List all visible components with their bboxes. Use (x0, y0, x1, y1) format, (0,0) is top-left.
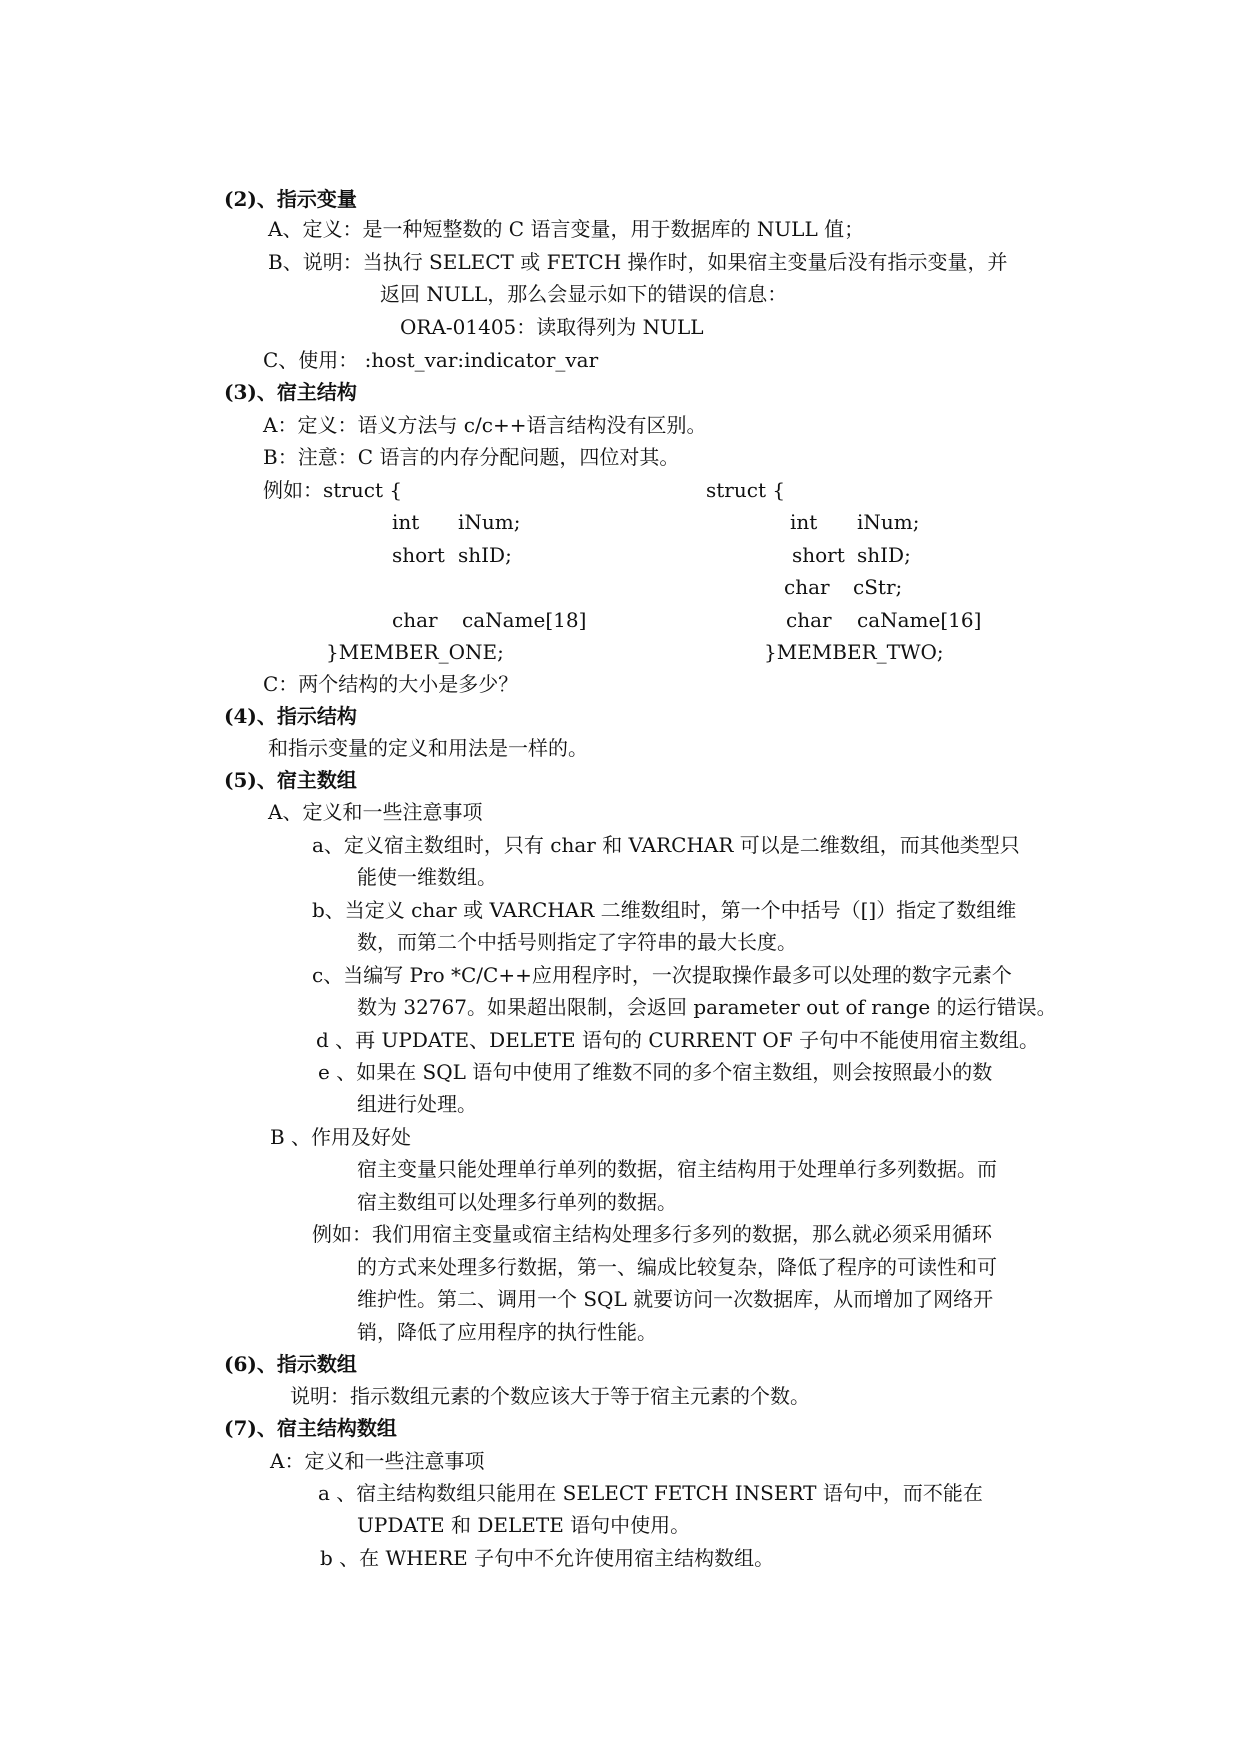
s3-left-field1-name: iNum; (458, 510, 521, 534)
s7-item-a-line1: a 、宿主结构数组只能用在 SELECT FETCH INSERT 语句中，而不能在 (318, 1481, 983, 1505)
s5-example-line3: 维护性。第二、调用一个 SQL 就要访问一次数据库，从而增加了网络开 (357, 1287, 994, 1311)
s3-right-field4-type: char (786, 608, 832, 632)
s5-item-a-line1: a、定义宿主数组时，只有 char 和 VARCHAR 可以是二维数组，而其他类型只 (312, 833, 1020, 857)
s2-error-message: ORA-01405：读取得列为 NULL (400, 315, 704, 339)
s5-purpose-line2: 宿主数组可以处理多行单列的数据。 (357, 1190, 677, 1214)
s5-b-title: B 、作用及好处 (270, 1125, 412, 1149)
s5-example-line4: 销，降低了应用程序的执行性能。 (357, 1320, 657, 1344)
s5-item-c-line2: 数为 32767。如果超出限制，会返回 parameter out of range 的运行错误。 (357, 995, 1057, 1019)
s3-left-field3-name: caName[18] (462, 608, 587, 632)
s3-right-field2-name: shID; (857, 543, 911, 567)
section-7-heading: (7)、宿主结构数组 (224, 1416, 397, 1440)
s2-explanation-line1: B、说明：当执行 SELECT 或 FETCH 操作时，如果宿主变量后没有指示变量，并 (268, 250, 1008, 274)
s3-left-field2-name: shID; (458, 543, 512, 567)
s2-definition: A、定义：是一种短整数的 C 语言变量，用于数据库的 NULL 值； (268, 217, 865, 241)
s3-question: C：两个结构的大小是多少？ (263, 672, 519, 696)
s3-left-struct-close: }MEMBER_ONE; (326, 640, 504, 664)
s3-right-field3-type: char (784, 575, 830, 599)
s3-right-field4-name: caName[16] (857, 608, 982, 632)
section-3-heading: (3)、宿主结构 (224, 380, 357, 404)
s3-right-field1-type: int (790, 510, 818, 534)
s3-right-field3-name: cStr; (853, 575, 903, 599)
s5-item-b-line2: 数，而第二个中括号则指定了字符串的最大长度。 (357, 930, 797, 954)
s2-usage: C、使用： :host_var:indicator_var (263, 348, 599, 372)
s7-a-title: A：定义和一些注意事项 (270, 1449, 485, 1473)
s5-item-d: d 、再 UPDATE、DELETE 语句的 CURRENT OF 子句中不能使用宿主数组。 (316, 1028, 1040, 1052)
s3-right-struct-close: }MEMBER_TWO; (764, 640, 944, 664)
s5-item-b-line1: b、当定义 char 或 VARCHAR 二维数组时，第一个中括号（[]）指定了数组维 (312, 898, 1017, 922)
s5-example-line1: 例如：我们用宿主变量或宿主结构处理多行多列的数据，那么就必须采用循环 (312, 1222, 992, 1246)
s5-item-a-line2: 能使一维数组。 (357, 865, 497, 889)
s2-explanation-line2: 返回 NULL，那么会显示如下的错误的信息： (380, 282, 788, 306)
s5-a-title: A、定义和一些注意事项 (268, 800, 483, 824)
section-6-heading: (6)、指示数组 (224, 1352, 357, 1376)
s3-example-struct-open: 例如：struct { (263, 478, 403, 502)
s4-text: 和指示变量的定义和用法是一样的。 (268, 736, 588, 760)
section-4-heading: (4)、指示结构 (224, 704, 357, 728)
s3-right-field1-name: iNum; (857, 510, 920, 534)
s3-left-field3-type: char (392, 608, 438, 632)
s3-right-struct-open: struct { (706, 478, 786, 502)
s6-text: 说明：指示数组元素的个数应该大于等于宿主元素的个数。 (290, 1384, 810, 1408)
s7-item-a-line2: UPDATE 和 DELETE 语句中使用。 (357, 1513, 691, 1537)
s7-item-b: b 、在 WHERE 子句中不允许使用宿主结构数组。 (320, 1546, 775, 1570)
section-5-heading: (5)、宿主数组 (224, 768, 357, 792)
s5-item-e-line2: 组进行处理。 (357, 1092, 477, 1116)
s3-right-field2-type: short (792, 543, 845, 567)
section-2-heading: (2)、指示变量 (224, 187, 357, 211)
s3-definition: A：定义：语义方法与 c/c++语言结构没有区别。 (263, 413, 707, 437)
s5-item-e-line1: e 、如果在 SQL 语句中使用了维数不同的多个宿主数组，则会按照最小的数 (318, 1060, 993, 1084)
s5-purpose-line1: 宿主变量只能处理单行单列的数据，宿主结构用于处理单行多列数据。而 (357, 1157, 997, 1181)
s5-example-line2: 的方式来处理多行数据，第一、编成比较复杂，降低了程序的可读性和可 (357, 1255, 997, 1279)
s3-left-field2-type: short (392, 543, 445, 567)
s3-note: B：注意：C 语言的内存分配问题，四位对其。 (263, 445, 680, 469)
s5-item-c-line1: c、当编写 Pro *C/C++应用程序时，一次提取操作最多可以处理的数字元素个 (312, 963, 1012, 987)
s3-left-field1-type: int (392, 510, 420, 534)
